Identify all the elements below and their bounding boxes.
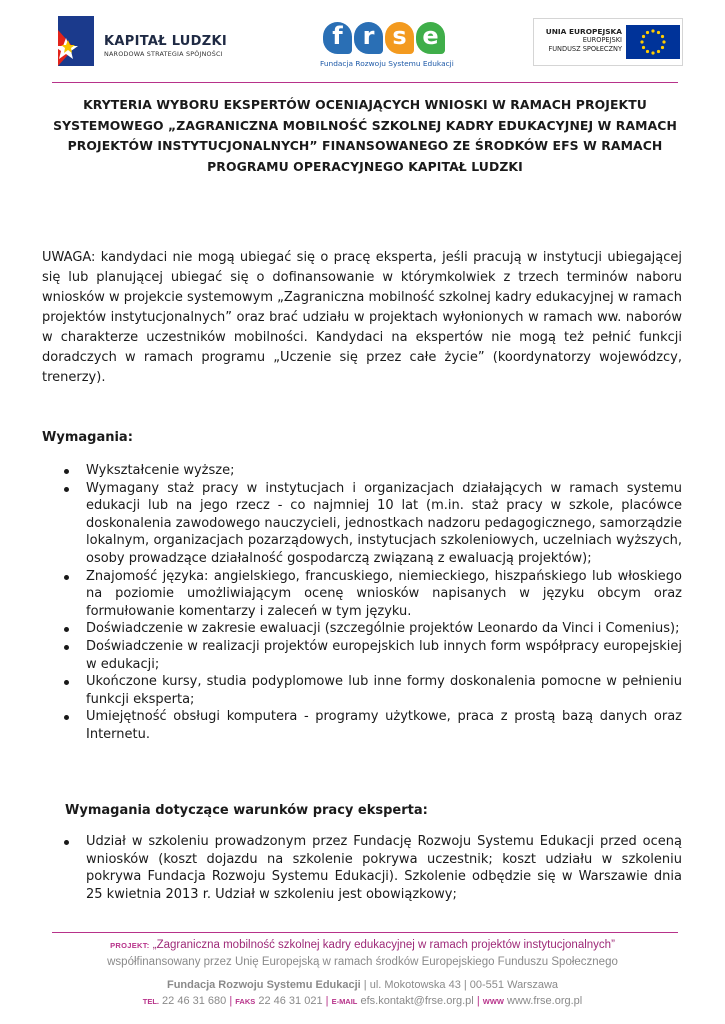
footer-address-line <box>0 979 725 991</box>
eu-logo-text <box>538 27 622 54</box>
list-item <box>42 462 682 480</box>
footer-www-link[interactable]: www.frse.org.pl <box>507 995 583 1007</box>
frse-letter-e: e <box>416 22 445 54</box>
eu-line-2: EUROPEJSKI <box>582 36 622 44</box>
bullet-icon <box>64 680 69 685</box>
list-item <box>42 620 682 638</box>
bullet-icon <box>64 645 69 650</box>
footer-email-label: E-MAIL <box>331 997 358 1006</box>
frse-logo <box>320 22 454 70</box>
footer-project-line <box>0 939 725 951</box>
list-item <box>42 480 682 568</box>
frse-letter-s: s <box>385 22 414 54</box>
conditions-list <box>42 833 682 903</box>
list-item <box>42 708 682 743</box>
footer-org-name: Fundacja Rozwoju Systemu Edukacji <box>166 979 361 991</box>
list-item-text: Umiejętność obsługi komputera - programy użytkowe, praca z prostą bazą danych oraz Internetu. <box>86 709 682 742</box>
frse-wordmark <box>323 22 447 56</box>
footer-fax: 22 46 31 021 <box>258 995 323 1007</box>
footer-sep: | <box>325 995 329 1007</box>
kapital-ludzki-title: KAPITAŁ LUDZKI <box>104 34 227 49</box>
list-item-text: Ukończone kursy, studia podyplomowe lub inne formy doskonalenia pomocne w pełnieniu funkcji eksperta; <box>86 674 682 707</box>
footer-project-name: „Zagraniczna mobilność szkolnej kadry edukacyjnej w ramach projektów instytucjonalnych” <box>152 939 615 951</box>
header-divider <box>52 82 678 83</box>
footer-project-label: PROJEKT: <box>110 941 150 950</box>
footer-www-label: WWW <box>482 997 504 1006</box>
list-item-text: Doświadczenie w realizacji projektów europejskich lub innych form współpracy europejskiej w edukacji; <box>86 638 682 672</box>
frse-subtitle: Fundacja Rozwoju Systemu Edukacji <box>320 59 454 68</box>
footer-tel: 22 46 31 680 <box>162 995 227 1007</box>
list-item <box>42 568 682 621</box>
list-item <box>42 833 682 903</box>
requirements-list <box>42 462 682 744</box>
kapital-ludzki-logo <box>52 16 252 68</box>
list-item <box>42 673 682 708</box>
footer-tel-label: TEL. <box>142 997 159 1006</box>
kapital-ludzki-subtitle: NARODOWA STRATEGIA SPÓJNOŚCI <box>104 50 223 58</box>
bullet-icon <box>64 627 69 632</box>
frse-letter-f: f <box>323 22 352 54</box>
footer-email-link[interactable]: efs.kontakt@frse.org.pl <box>360 995 474 1007</box>
bullet-icon <box>64 469 69 474</box>
bullet-icon <box>64 575 69 580</box>
bullet-icon <box>64 715 69 720</box>
list-item <box>42 638 682 673</box>
eligibility-warning: UWAGA: kandydaci nie mogą ubiegać się o pracę eksperta, jeśli pracują w instytucji ubiegającej się lub planującej ubiegać się o dofinansowanie w którymkolwiek z trzech terminów naboru wniosków w projekcie systemowym „Zagraniczna mobilność szkolnej kadry edukacyjnej w ramach projektów instytucjonalnych” oraz brać udziału w projektach wyłonionych w ramach ww. naborów w charakterze uczestników mobilności. Kandydaci na ekspertów nie mogą też pełnić funkcji doradczych w ramach programu „Uczenie się przez całe życie” (koordynatorzy wojewódzcy, trenerzy). <box>42 250 682 385</box>
footer-divider <box>52 932 678 933</box>
requirements-heading: Wymagania: <box>42 430 133 445</box>
conditions-heading: Wymagania dotyczące warunków pracy eksperta: <box>65 803 428 818</box>
frse-letter-r: r <box>354 22 383 54</box>
footer-sep: | <box>363 979 367 991</box>
document-title: KRYTERIA WYBORU EKSPERTÓW OCENIAJĄCYCH WNIOSKI W RAMACH PROJEKTU SYSTEMOWEGO „ZAGRANICZNA MOBILNOŚĆ SZKOLNEJ KADRY EDUKACYJNEJ W RAMACH PROJEKTÓW INSTYTUCJONALNYCH” FINANSOWANEGO ZE ŚRODKÓW EFS W RAMACH PROGRAMU OPERACYJNEGO KAPITAŁ LUDZKI <box>53 97 677 174</box>
eu-line-1: UNIA EUROPEJSKA <box>545 27 622 36</box>
footer-address: ul. Mokotowska 43 | 00-551 Warszawa <box>369 979 559 991</box>
bullet-icon <box>64 487 69 492</box>
footer-contact-line <box>0 995 725 1007</box>
eu-logo <box>533 18 683 66</box>
kapital-ludzki-star-icon <box>52 16 96 66</box>
footer-sep: | <box>476 995 480 1007</box>
list-item-text: Wykształcenie wyższe; <box>86 463 235 478</box>
list-item-text: Znajomość języka: angielskiego, francuskiego, niemieckiego, hiszpańskiego lub włoskiego na poziomie umożliwiającym ocenę wniosków napisanych w języku obcym oraz formułowanie komentarzy i zaleceń w tym języku. <box>86 568 682 619</box>
list-item-text: Doświadczenie w zakresie ewaluacji (szczególnie projektów Leonardo da Vinci i Comenius); <box>86 621 680 637</box>
list-item-text: Wymagany staż pracy w instytucjach i organizacjach działających w ramach systemu edukacji lub na jego rzecz - co najmniej 10 lat (m.in. staż pracy w szkole, placówce doskonalenia zawodowego nauczycieli, jednostkach nadzoru pedagogicznego, samorządzie lokalnym, organizacjach pozarządowych, instytucjach szkoleniowych, uczelniach wyższych, osoby prowadzące działalność gospodarczą związaną z ewaluacją projektów); <box>86 480 682 566</box>
eu-line-3: FUNDUSZ SPOŁECZNY <box>548 45 622 53</box>
bullet-icon <box>64 840 69 845</box>
eu-flag-icon <box>626 25 680 59</box>
list-item-text: Udział w szkoleniu prowadzonym przez Fundację Rozwoju Systemu Edukacji przed oceną wniosków (koszt dojazdu na szkolenie pokrywa uczestnik; koszt udziału w szkoleniu pokrywa Fundacja Rozwoju Systemu Edukacji). Szkolenie odbędzie się w Warszawie dnia 25 kwietnia 2013 r. Udział w szkoleniu jest obowiązkowy; <box>86 834 682 902</box>
footer-cofinanced: współfinansowany przez Unię Europejską w ramach środków Europejskiego Funduszu Społecznego <box>107 956 618 968</box>
footer-fax-label: FAKS <box>235 997 256 1006</box>
footer-sep: | <box>229 995 233 1007</box>
